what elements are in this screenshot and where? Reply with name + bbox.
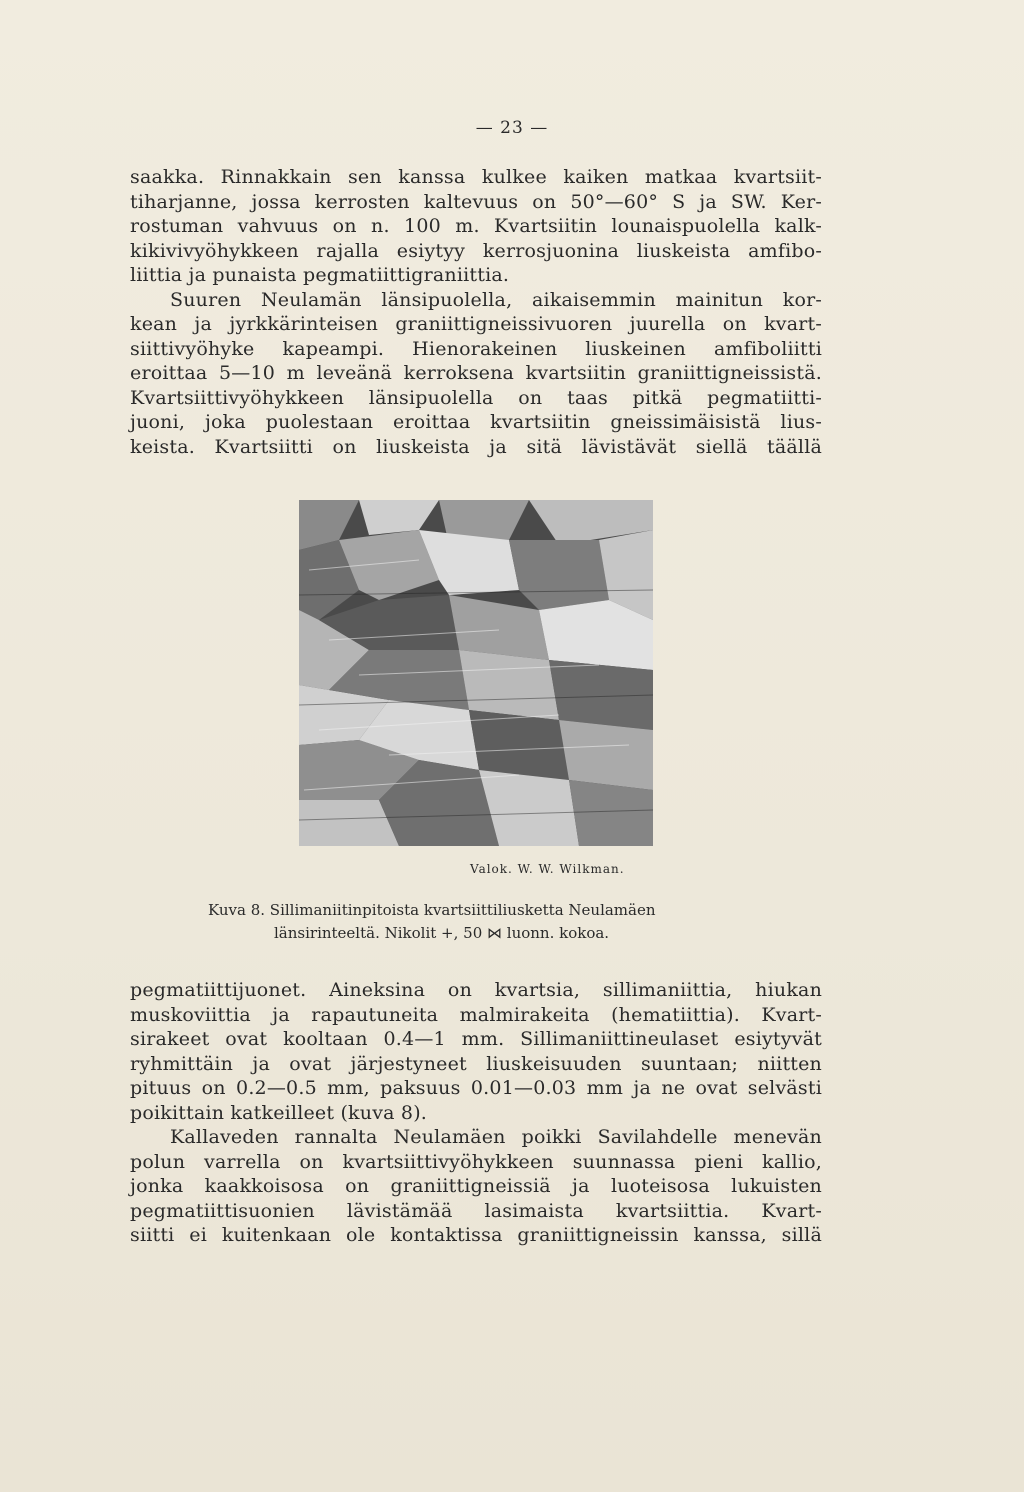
text-line: liittia ja punaista pegmatiittigraniittia. xyxy=(130,264,510,286)
text-block-bottom xyxy=(130,978,822,1248)
text-line: pituus on 0.2—0.5 mm, paksuus 0.01—0.03 mm ja ne ovat selvästi xyxy=(130,1077,822,1099)
text-line: rostuman vahvuus on n. 100 m. Kvartsiitin lounaispuolella kalk- xyxy=(130,215,822,237)
text-line: siittivyöhyke kapeampi. Hienorakeinen liuskeinen amfiboliitti xyxy=(130,337,822,360)
text-line: saakka. Rinnakkain sen kanssa kulkee kaiken matkaa kvartsiit- xyxy=(130,166,822,188)
micrograph-image xyxy=(299,500,653,846)
caption-line: Kuva 8. Sillimaniitinpitoista kvartsiittiliusketta Neulamäen xyxy=(208,901,656,919)
text-line: Kvartsiittivyöhykkeen länsipuolella on taas pitkä pegmatiitti- xyxy=(130,386,822,409)
text-block-top xyxy=(130,165,822,459)
text-line: Suuren Neulamän länsipuolella, aikaisemmin mainitun kor- xyxy=(170,288,822,311)
text-line: pegmatiittisuonien lävistämää lasimaista kvartsiittia. Kvart- xyxy=(130,1199,822,1222)
text-line: kikivivyöhykkeen rajalla esiytyy kerrosjuonina liuskeista amfibo- xyxy=(130,239,822,262)
text-line: juoni, joka puolestaan eroittaa kvartsiitin gneissimäisistä lius- xyxy=(130,411,822,433)
text-line: tiharjanne, jossa kerrosten kaltevuus on 50°—60° S ja SW. Ker- xyxy=(130,190,822,213)
text-line: siitti ei kuitenkaan ole kontaktissa graniittigneissin kanssa, sillä xyxy=(130,1224,822,1246)
text-line: jonka kaakkoisosa on graniittigneissiä ja luoteisosa lukuisten xyxy=(130,1175,822,1197)
text-line: polun varrella on kvartsiittivyöhykkeen suunnassa pieni kallio, xyxy=(130,1150,822,1173)
micrograph-photo xyxy=(299,500,653,846)
text-line: poikittain katkeilleet (kuva 8). xyxy=(130,1101,428,1124)
text-line: eroittaa 5—10 m leveänä kerroksena kvartsiitin graniittigneissistä. xyxy=(130,362,822,384)
text-line: ryhmittäin ja ovat järjestyneet liuskeisuuden suuntaan; niitten xyxy=(130,1052,822,1075)
text-line: sirakeet ovat kooltaan 0.4—1 mm. Sillimaniittineulaset esiytyvät xyxy=(130,1028,822,1050)
text-line: Kallaveden rannalta Neulamäen poikki Savilahdelle menevän xyxy=(170,1126,822,1148)
caption-line: länsirinteeltä. Nikolit +, 50 ⋈ luonn. kokoa. xyxy=(274,924,610,942)
text-line: muskoviittia ja rapautuneita malmirakeita (hematiittia). Kvart- xyxy=(130,1003,822,1026)
photo-credit: Valok. W. W. Wilkman. xyxy=(470,862,625,876)
text-line: kean ja jyrkkärinteisen graniittigneissivuoren juurella on kvart- xyxy=(130,313,822,335)
page-number: — 23 — xyxy=(475,118,549,138)
figure-caption xyxy=(208,899,768,945)
text-line: keista. Kvartsiitti on liuskeista ja sitä lävistävät siellä täällä xyxy=(130,435,822,458)
text-line: pegmatiittijuonet. Aineksina on kvartsia, sillimaniittia, hiukan xyxy=(130,979,822,1001)
